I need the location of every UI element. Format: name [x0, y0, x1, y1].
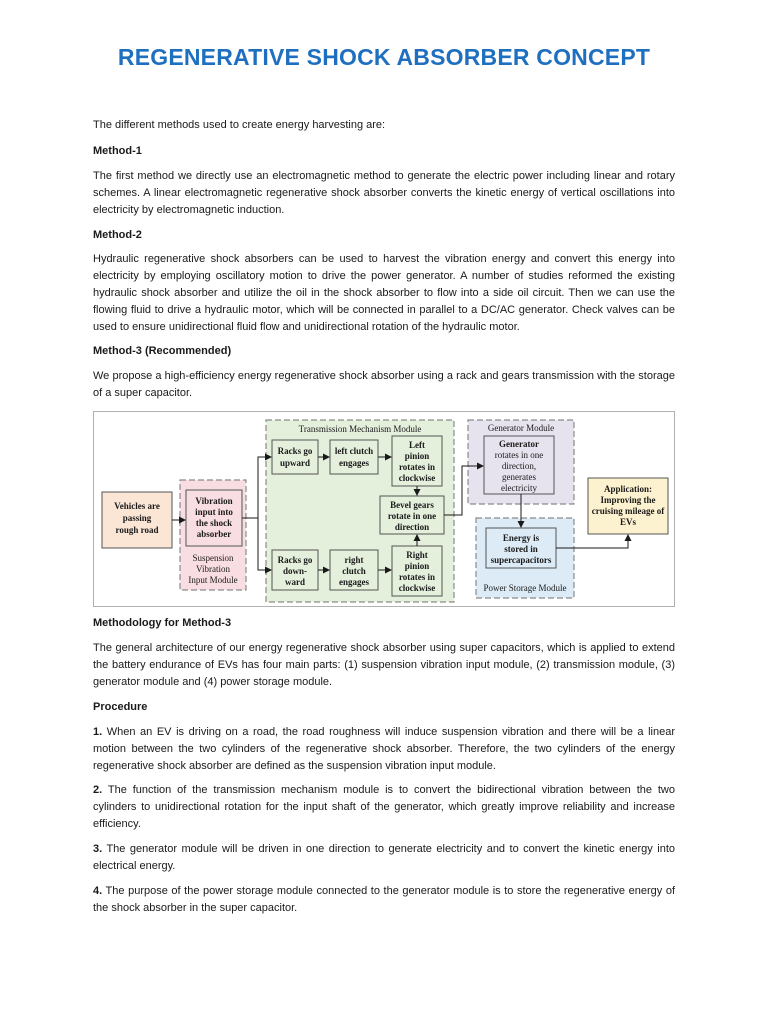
svg-text:right: right — [344, 555, 364, 565]
method1-text: The first method we directly use an electromagnetic method to generate the electric power including linear and rotary schemes. A linear electromagnetic regenerative shock absorber converts the kinetic energy of vertical oscillations into electricity by electromagnetic induction. — [93, 170, 675, 216]
method3-text: We propose a high-efficiency energy regenerative shock absorber using a rack and gears transmission with the storage of a super capacitor. — [93, 370, 675, 399]
methodology-heading: Methodology for Method-3 — [93, 617, 232, 629]
vibration-text — [195, 496, 233, 539]
svg-text:Racks go: Racks go — [277, 555, 313, 565]
step-number: 3. — [93, 843, 103, 855]
svg-text:input into: input into — [195, 507, 233, 517]
method3-heading: Method-3 (Recommended) — [93, 345, 232, 357]
svg-text:rotates in: rotates in — [398, 462, 436, 472]
svg-text:EVs: EVs — [619, 517, 637, 527]
svg-text:upward: upward — [279, 458, 311, 468]
svg-text:engages: engages — [339, 458, 369, 468]
transmission-module-label: Transmission Mechanism Module — [298, 424, 422, 434]
svg-text:engages: engages — [339, 577, 369, 587]
svg-text:rough road: rough road — [115, 525, 159, 535]
svg-text:Suspension: Suspension — [192, 553, 234, 563]
methodology-text: The general architecture of our energy regenerative shock absorber using super capacitors, which is applied to extend the battery endurance of EVs has four main parts: (1) suspension vibration input module, (2) transmission module, (3) generator module and (4) power storage module. — [93, 642, 675, 688]
svg-text:rotates in: rotates in — [398, 572, 436, 582]
step-text: The generator module will be driven in one direction to generate electricity and to convert the kinetic energy into electrical energy. — [93, 843, 675, 872]
svg-text:direction: direction — [394, 522, 430, 532]
intro-text: The different methods used to create energy harvesting are: — [93, 119, 386, 131]
svg-text:the shock: the shock — [195, 518, 233, 528]
procedure-step-3 — [93, 841, 675, 875]
step-number: 1. — [93, 726, 103, 738]
svg-text:pinion: pinion — [404, 451, 430, 461]
svg-text:electricity: electricity — [501, 483, 537, 493]
svg-text:stored in: stored in — [504, 544, 538, 554]
method1-heading: Method-1 — [93, 145, 142, 157]
svg-text:Application:: Application: — [603, 484, 653, 494]
svg-text:Vibration: Vibration — [195, 496, 233, 506]
svg-text:Right: Right — [406, 550, 428, 560]
svg-text:direction,: direction, — [501, 461, 537, 471]
svg-text:Input Module: Input Module — [188, 575, 238, 585]
svg-text:absorber: absorber — [196, 529, 232, 539]
svg-text:passing: passing — [122, 513, 152, 523]
step-text: The function of the transmission mechanism module is to convert the bidirectional vibration between the two cylinders to unidirectional rotation for the input shaft of the generator, which greatly improve reliability and increase efficiency. — [93, 784, 675, 830]
method2-text: Hydraulic regenerative shock absorbers can be used to harvest the vibration energy and convert this energy into electricity by employing oscillatory motion to drive the power generator. A number of studies reformed the existing hydraulic shock absorber and utilize the oil in the shock absorber to flow into a side oil circuit. Then we can use the flowing fluid to drive a hydraulic motor, which will be connected in parallel to a DC/AC generator. Check valves can be used to ensure unidirectional fluid flow and unidirectional rotation of the hydraulic motor. — [93, 253, 675, 333]
svg-text:Bevel gears: Bevel gears — [390, 500, 434, 510]
svg-text:pinion: pinion — [404, 561, 430, 571]
svg-text:down-: down- — [282, 566, 308, 576]
svg-text:clutch: clutch — [342, 566, 366, 576]
procedure-heading: Procedure — [93, 701, 148, 713]
svg-text:Improving the: Improving the — [600, 495, 656, 505]
svg-text:generates: generates — [502, 472, 536, 482]
svg-text:clockwise: clockwise — [398, 583, 436, 593]
step-number: 4. — [93, 885, 103, 897]
svg-text:ward: ward — [285, 577, 305, 587]
generator-module-label: Generator Module — [487, 423, 555, 433]
svg-text:Generator: Generator — [499, 439, 539, 449]
svg-text:rotate in one: rotate in one — [387, 511, 437, 521]
svg-text:Vehicles are: Vehicles are — [114, 501, 160, 511]
svg-text:left clutch: left clutch — [334, 446, 374, 456]
svg-text:clockwise: clockwise — [398, 473, 436, 483]
svg-text:cruising mileage of: cruising mileage of — [591, 506, 665, 516]
power-storage-module-label: Power Storage Module — [483, 583, 567, 593]
step-text: When an EV is driving on a road, the road roughness will induce suspension vibration and there will be a linear motion between the two cylinders of the regenerative shock absorber. Therefore, the two cylinders of the energy regenerative shock absorber are defined as the suspension vibration input module. — [93, 726, 675, 772]
procedure-step-4 — [93, 883, 675, 917]
procedure-step-2 — [93, 782, 675, 833]
procedure-step-1 — [93, 724, 675, 775]
svg-text:rotates in one: rotates in one — [494, 450, 544, 460]
svg-text:Racks go: Racks go — [277, 446, 313, 456]
method2-heading: Method-2 — [93, 229, 142, 241]
svg-text:Vibration: Vibration — [196, 564, 230, 574]
svg-text:Left: Left — [409, 440, 425, 450]
block-diagram — [93, 411, 675, 607]
step-text: The purpose of the power storage module connected to the generator module is to store the regenerative energy of the shock absorber in the super capacitor. — [93, 885, 675, 914]
svg-text:Energy is: Energy is — [502, 533, 540, 543]
page-title: REGENERATIVE SHOCK ABSORBER CONCEPT — [117, 44, 651, 70]
step-number: 2. — [93, 784, 103, 796]
svg-text:supercapacitors: supercapacitors — [490, 555, 552, 565]
